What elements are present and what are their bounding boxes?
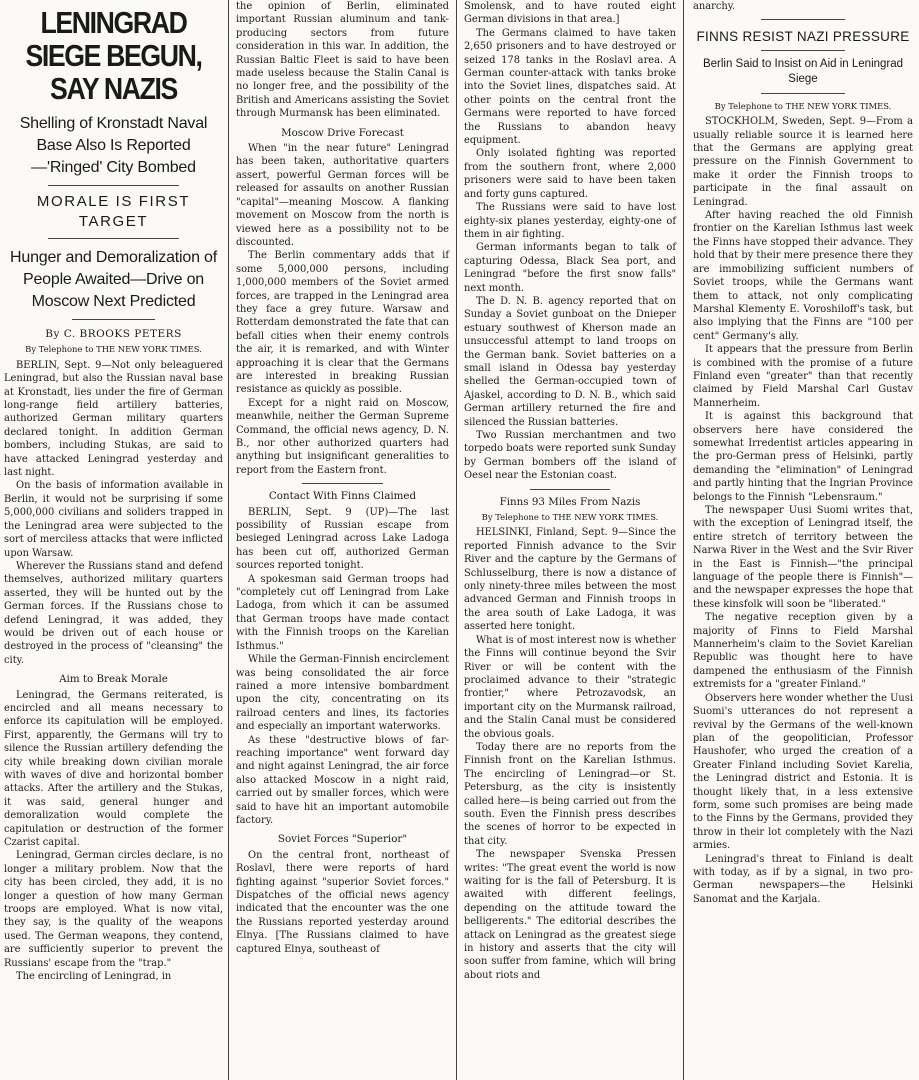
paragraph: The newspaper Uusi Suomi writes that, with the exception of Leningrad itself, the entire stretch of territory between the Narwa River in the West and the Svir River in the East is Finnish—"the principal language of the people there is Finnish"—and the newspaper expresses the hope that these kinsfolk will soon be "liberated." [693, 505, 913, 610]
divider [761, 93, 845, 94]
subhead-soviet-forces: Soviet Forces "Superior" [277, 833, 408, 846]
column-4 [685, 0, 919, 1080]
paragraph: Today there are no reports from the Finnish front on the Karelian Isthmus. The encircling of Leningrad—or St. Petersburg, as the city is insistently called here—is being carried out from the south. Even the Finnish press describes the scenes of horror to be expected in that city. [464, 741, 676, 847]
paragraph: On the central front, northeast of Roslavl, there were reports of hard fighting against "superior Soviet forces." Dispatches of the official news agency indicated that the encounter was the one the Russians reported yesterday around Elnya. [The Russians claimed to have captured Elnya, southeast of [236, 849, 449, 955]
paragraph: BERLIN, Sept. 9 (UP)—The last possibility of Russian escape from besieged Leningrad across Lake Ladoga has been cut off, authorized German sources reported tonight. [236, 506, 449, 572]
paragraph: The Russians were said to have lost eighty-six planes yesterday, eighty-one of them in air fighting. [464, 202, 676, 240]
paragraph: It is against this background that observers here have considered the somewhat Irredentist articles appearing in the pro-German press of Helsinki, partly demanding the "elimination" of Leningrad and partly hinting that the Ingrian Province belongs to the Finnish "Lebensraum." [693, 411, 913, 503]
paragraph: Two Russian merchantmen and two torpedo boats were reported sunk Sunday by German bombers off the island of Oesel near the Estonian coast. [464, 430, 676, 482]
paragraph: The Berlin commentary adds that if some 5,000,000 persons, including 1,000,000 members of the Soviet armed forces, are trapped in the Leningrad area they face a grey future. Warsaw and Rotterdam demonstrated the fate that can befall cities when their enemy controls the air, it is remarked, and with Winter approaching it is clear that the Germans are interested in breaking Russian resistance as quickly as possible. [236, 250, 449, 396]
divider [761, 50, 845, 51]
paragraph: BERLIN, Sept. 9—Not only beleaguered Leningrad, but also the Russian naval base at Kronstadt, lies under the fire of German long-range field artillery batteries, authorized German military quarters declared tonight. In addition German bombers, including Stukas, are said to have attacked Leningrad yesterday and last night. [4, 359, 223, 479]
main-headline: LENINGRAD SIEGE BEGUN, SAY NAZIS [25, 5, 202, 106]
paragraph: What is of most interest now is whether the Finns will continue beyond the Svir River or will be content with the proclaimed advance to their "strategic frontier," where Petrozavodsk, an important city on the Murmansk railroad, and the Stalin Canal must be considered the obvious goals. [464, 634, 676, 740]
subhead-finns-93-miles: Finns 93 Miles From Nazis [499, 495, 641, 508]
divider [72, 319, 155, 320]
paragraph: The D. N. B. agency reported that on Sunday a Soviet gunboat on the Dnieper estuary southwest of Kherson made an unsuccessful attempt to land troops on the German bank. Soviet batteries on a small island in Odessa bay yesterday shelled the German-occupied town of Ajaskel, according to D. N. B., which said German artillery returned the fire and silenced the Russian batteries. [464, 295, 676, 428]
paragraph: A spokesman said German troops had "completely cut off Leningrad from Lake Ladoga, from which it can be assumed that German troops have made contact with the Finnish troops on the Karelian Isthmus." [236, 573, 449, 652]
deck-morale: MORALE IS FIRST TARGET [36, 193, 191, 230]
article-headline-finns-resist: FINNS RESIST NAZI PRESSURE [696, 29, 910, 45]
paragraph: HELSINKI, Finland, Sept. 9—Since the reported Finnish advance to the Svir River and the capture by the Germans of Schlusselburg, there is now a distance of only ninety-three miles between the most advanced German and Finnish troops in the area south of Lake Ladoga, it was asserted here tonight. [464, 527, 676, 633]
paragraph: After having reached the old Finnish frontier on the Karelian Isthmus last week the Finns have stopped their advance. They hold that by their mere presence there they are immobilizing sufficient numbers of Soviet troops, while the Germans want them to attack, not only complicating Marshal Klementy E. Voroshiloff's task, but also implying that the Finns are "100 per cent" Germany's ally. [693, 210, 913, 342]
subhead-finns-contact: Contact With Finns Claimed [268, 490, 417, 503]
wire-credit: By Telephone to THE NEW YORK TIMES. [714, 100, 892, 111]
divider [48, 185, 179, 186]
paragraph: It appears that the pressure from Berlin is combined with the promise of a future Finland even "greater" than that recently claimed by Field Marshal Carl Gustav Mannerheim. [693, 344, 913, 409]
paragraph: STOCKHOLM, Sweden, Sept. 9—From a usually reliable source it is learned here that the Germans are applying great pressure on the Finnish Government to make it order the Finnish troops to participate in the final assault on Leningrad. [693, 116, 913, 208]
deck-shelling: Shelling of Kronstadt Naval Base Also Is Reported—'Ringed' City Bombed [19, 115, 208, 176]
column-rule [456, 0, 457, 1080]
paragraph: The encircling of Leningrad, in [16, 971, 172, 983]
column-rule [228, 0, 229, 1080]
paragraph: While the German-Finnish encirclement was being consolidated the air force rained a more intensive bombardment upon the city, concentrating on its railroad centers and lines, its factories and especially an important waterworks. [236, 654, 449, 733]
paragraph: anarchy. [693, 1, 736, 12]
paragraph: Leningrad's threat to Finland is dealt with today, as if by a signal, in two pro-German newspapers—the Helsinki Sanomat and the Karjala. [693, 853, 913, 905]
divider [302, 483, 383, 484]
divider [48, 238, 179, 239]
paragraph: When "in the near future" Leningrad has been taken, authoritative quarters assert, powerful German forces will be released for assaults on another Russian "capital"—meaning Moscow. A flanking movement on Moscow from the north is viewed here as a possibility not to be discounted. [236, 143, 449, 248]
column-rule [683, 0, 684, 1080]
paragraph: German informants began to talk of capturing Odessa, Black Sea port, and Leningrad "before the first snow falls" next month. [464, 242, 676, 294]
subhead-aim: Aim to Break Morale [59, 673, 168, 686]
byline: By C. BROOKS PETERS [45, 328, 182, 340]
paragraph: Only isolated fighting was reported from the southern front, where 2,000 prisoners were said to have been taken and forty guns captured. [464, 148, 676, 200]
paragraph: The Germans claimed to have taken 2,650 prisoners and to have destroyed or seized 178 tanks in the Roslavl area. A German counter-attack with tanks broke into the Soviet lines, dispatches said. At other points on the central front the Germans were reported to have forced the Russians to abandon heavy equipment. [464, 27, 676, 147]
column-2 [230, 0, 455, 1080]
wire-credit: By Telephone to THE NEW YORK TIMES. [481, 512, 659, 523]
subhead-moscow: Moscow Drive Forecast [281, 126, 404, 139]
paragraph: Observers here wonder whether the Uusi Suomi's utterances do not represent a revival by the Germans of the well-known plan of the geopolitician, Professor Haushofer, who urged the creation of a Greater Finland including Soviet Karelia, the Leningrad district and Estonia. It is thought likely that, in a less extensive form, some such promises are being made to the Finns by the Germans, provided they throw in their lot completely with the Nazi armies. [693, 692, 913, 852]
paragraph: Wherever the Russians stand and defend themselves, authorized military quarters asserted, they will be hunted out by the German forces. If the Russians chose to defend Leningrad, it was added, they would be driven out of each house or destroyed in the process of "cleansing" the city. [4, 560, 223, 666]
deck-berlin-insist: Berlin Said to Insist on Aid in Leningrad Siege [702, 57, 904, 85]
paragraph: Smolensk, and to have routed eight German divisions in that area.] [464, 1, 676, 26]
paragraph: The negative reception given by a majority of Finns to Field Marshal Mannerheim's claim to the Soviet Karelian Republic was thought here to have dampened the enthusiasm of the Finnish extremists for a "greater Finland." [693, 612, 913, 691]
column-3 [458, 0, 682, 1080]
deck-hunger: Hunger and Demoralization of People Awaited—Drive on Moscow Next Predicted [10, 249, 217, 310]
paragraph: the opinion of Berlin, eliminated important Russian aluminum and tank-producing sectors from future consideration in this war. In addition, the Russian Baltic Fleet is said to have been made useless because the Stalin Canal is no longer free, and the possibility of the British and Americans assisting the Soviet through Murmansk has been eliminated. [236, 1, 449, 120]
divider [761, 19, 845, 20]
paragraph: Leningrad, the Germans reiterated, is encircled and all means necessary to enforce its capitulation will be employed. First, apparently, the Germans will try to silence the Russian artillery defending the city while breaking down civilian morale with waves of dive and horizontal bomber attacks. After the artillery and the Stukas, it was said, general hunger and demoralization would complete the capitulation or destruction of the former Czarist capital. [4, 689, 223, 849]
paragraph: Leningrad, German circles declare, is no longer a military problem. Now that the city has been circled, they add, it is no longer a question of how many German troops are employed. What is now vital, they say, is the quality of the weapons used. The German weapons, they contend, are sufficiently superior to prevent the Russians' escape from the "trap." [4, 850, 223, 969]
wire-credit: By Telephone to THE NEW YORK TIMES. [25, 344, 202, 355]
paragraph: Except for a night raid on Moscow, meanwhile, neither the German Supreme Command, the official news agency, D. N. B., nor other authorized quarters had anything but insignificant generalities to report from the Eastern front. [236, 397, 449, 476]
divider [530, 489, 611, 490]
paragraph: The newspaper Svenska Pressen writes: "The great event the world is now waiting for is the fall of Petersburg. It is awaited with different feelings, depending on the attitude toward the belligerents." The editorial describes the attack on Leningrad as the greatest siege in history and asserts that the city will soon suffer from famine, which will bring about riots and [464, 849, 676, 981]
paragraph: On the basis of information available in Berlin, it would not be surprising if some 5,000,000 civilians and soliders trapped in the Leningrad area were subjected to the sort of merciless attacks that were inflicted upon Warsaw. [4, 480, 223, 559]
column-1 [0, 0, 228, 1080]
paragraph: As these "destructive blows of far-reaching importance" went forward day and night against Leningrad, the air force also attacked Moscow in a night raid, carried out by smaller forces, which were said to have hit an important automobile factory. [236, 734, 449, 826]
